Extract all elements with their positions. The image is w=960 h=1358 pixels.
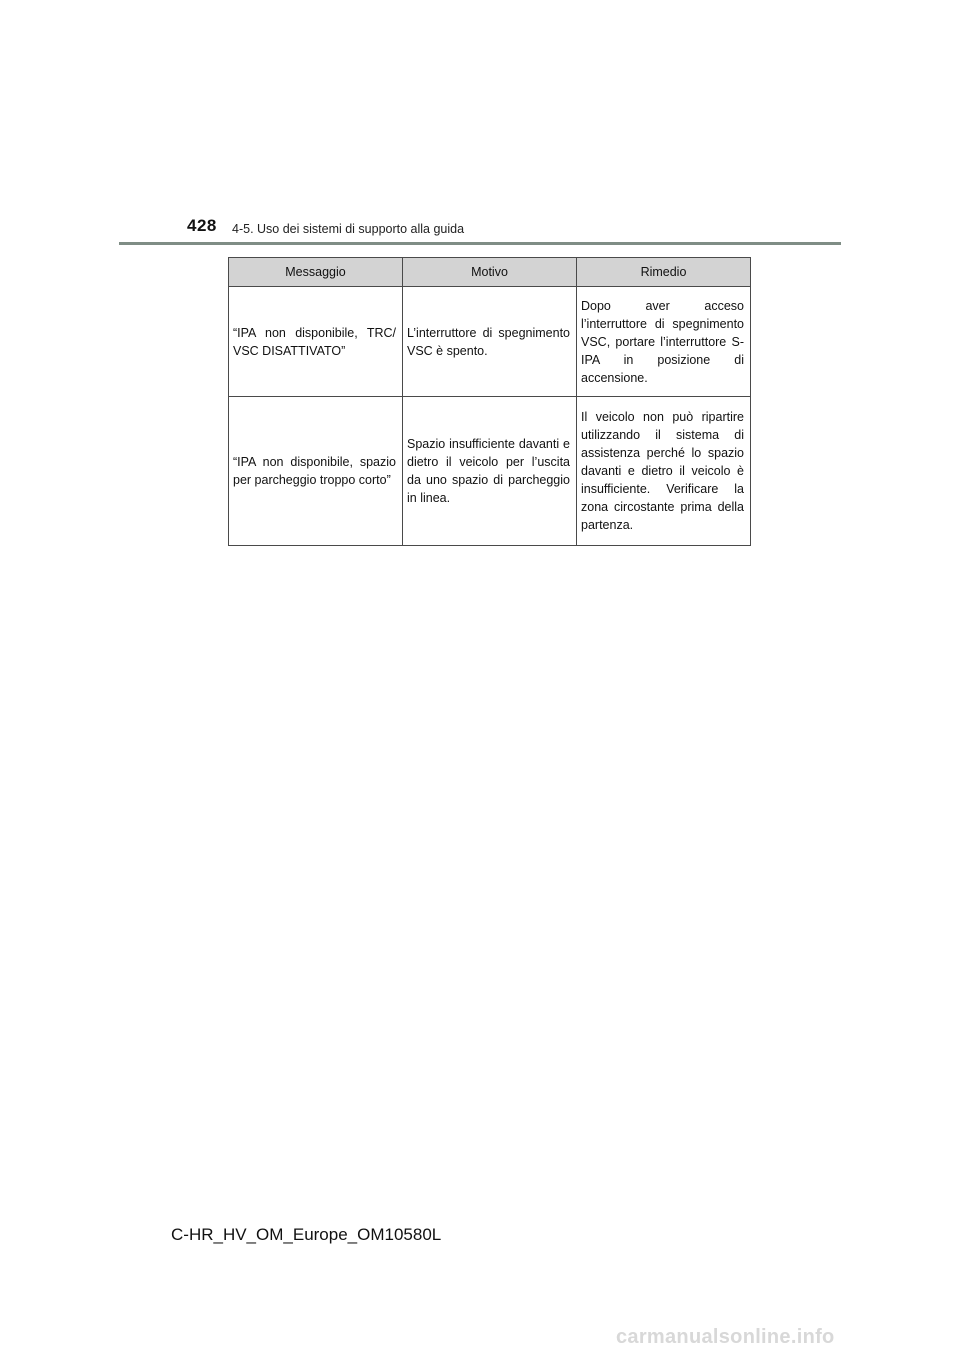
table-row	[229, 397, 751, 546]
document-code: C-HR_HV_OM_Europe_OM10580L	[171, 1225, 442, 1244]
table-row	[229, 287, 751, 397]
watermark: carmanualsonline.info	[616, 1326, 835, 1348]
section-title: 4-5. Uso dei sistemi di supporto alla guida	[232, 222, 465, 236]
column-header-motivo: Motivo	[403, 258, 577, 287]
cell-motivo: Spazio insufficiente davanti e dietro il veicolo per l’uscita da uno spazio di parcheggio in linea.	[403, 397, 577, 546]
header-rule	[119, 242, 841, 245]
cell-rimedio: Il veicolo non può ripartire utilizzando il sistema di assistenza perché lo spazio davanti e dietro il veicolo è insufficiente. Verificare la zona circostante prima della partenza.	[577, 397, 751, 546]
page-number: 428	[187, 216, 217, 235]
column-header-messaggio: Messaggio	[229, 258, 403, 287]
cell-rimedio: Dopo aver acceso l’interruttore di spegnimento VSC, portare l’interruttore S-IPA in posizione di accensione.	[577, 287, 751, 397]
cell-motivo: L’interruttore di spegnimento VSC è spento.	[403, 287, 577, 397]
cell-messaggio: “IPA non disponibile, TRC/ VSC DISATTIVATO”	[229, 287, 403, 397]
table-header-row	[229, 258, 751, 287]
cell-messaggio: “IPA non disponibile, spazio per parcheggio troppo corto”	[229, 397, 403, 546]
info-table	[228, 257, 751, 546]
column-header-rimedio: Rimedio	[577, 258, 751, 287]
